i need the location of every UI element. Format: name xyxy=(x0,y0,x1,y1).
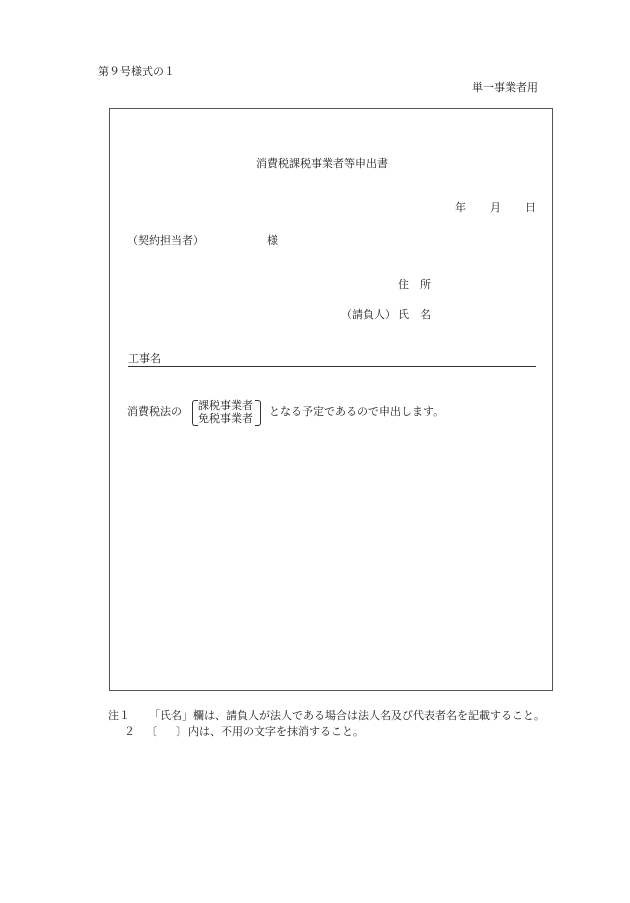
project-label: 工事名 xyxy=(128,352,161,365)
date-day: 日 xyxy=(525,201,536,214)
project-underline xyxy=(128,366,536,367)
option-exempt: 免税事業者 xyxy=(198,412,253,425)
date-year: 年 xyxy=(455,201,466,214)
date-month: 月 xyxy=(490,201,501,214)
address-label: 住 所 xyxy=(398,278,431,291)
declaration-suffix: となる予定であるので申出します。 xyxy=(269,405,445,418)
form-frame xyxy=(109,108,553,691)
note2-close-bracket: 〕 xyxy=(176,725,187,738)
form-number: 第９号様式の１ xyxy=(98,65,175,78)
options-bracket-right xyxy=(255,400,261,426)
addressee-suffix: 様 xyxy=(267,234,278,247)
form-type: 単一事業者用 xyxy=(472,81,538,94)
note1-label: 注１ xyxy=(108,709,130,722)
note1-text: 「氏名」欄は、請負人が法人である場合は法人名及び代表者名を記載すること。 xyxy=(149,709,545,722)
note2-open-bracket: 〔 xyxy=(146,725,157,738)
declaration-prefix: 消費税法の xyxy=(127,405,182,418)
option-taxable: 課税事業者 xyxy=(198,399,253,412)
addressee-label: （契約担当者） xyxy=(127,234,204,247)
name-label: 氏 名 xyxy=(398,308,431,321)
contractor-label: （請負人） xyxy=(341,308,396,321)
note2-text: 内は、不用の文字を抹消すること。 xyxy=(188,725,364,738)
note2-label: ２ xyxy=(124,725,135,738)
form-title: 消費税課税事業者等申出書 xyxy=(256,157,388,170)
